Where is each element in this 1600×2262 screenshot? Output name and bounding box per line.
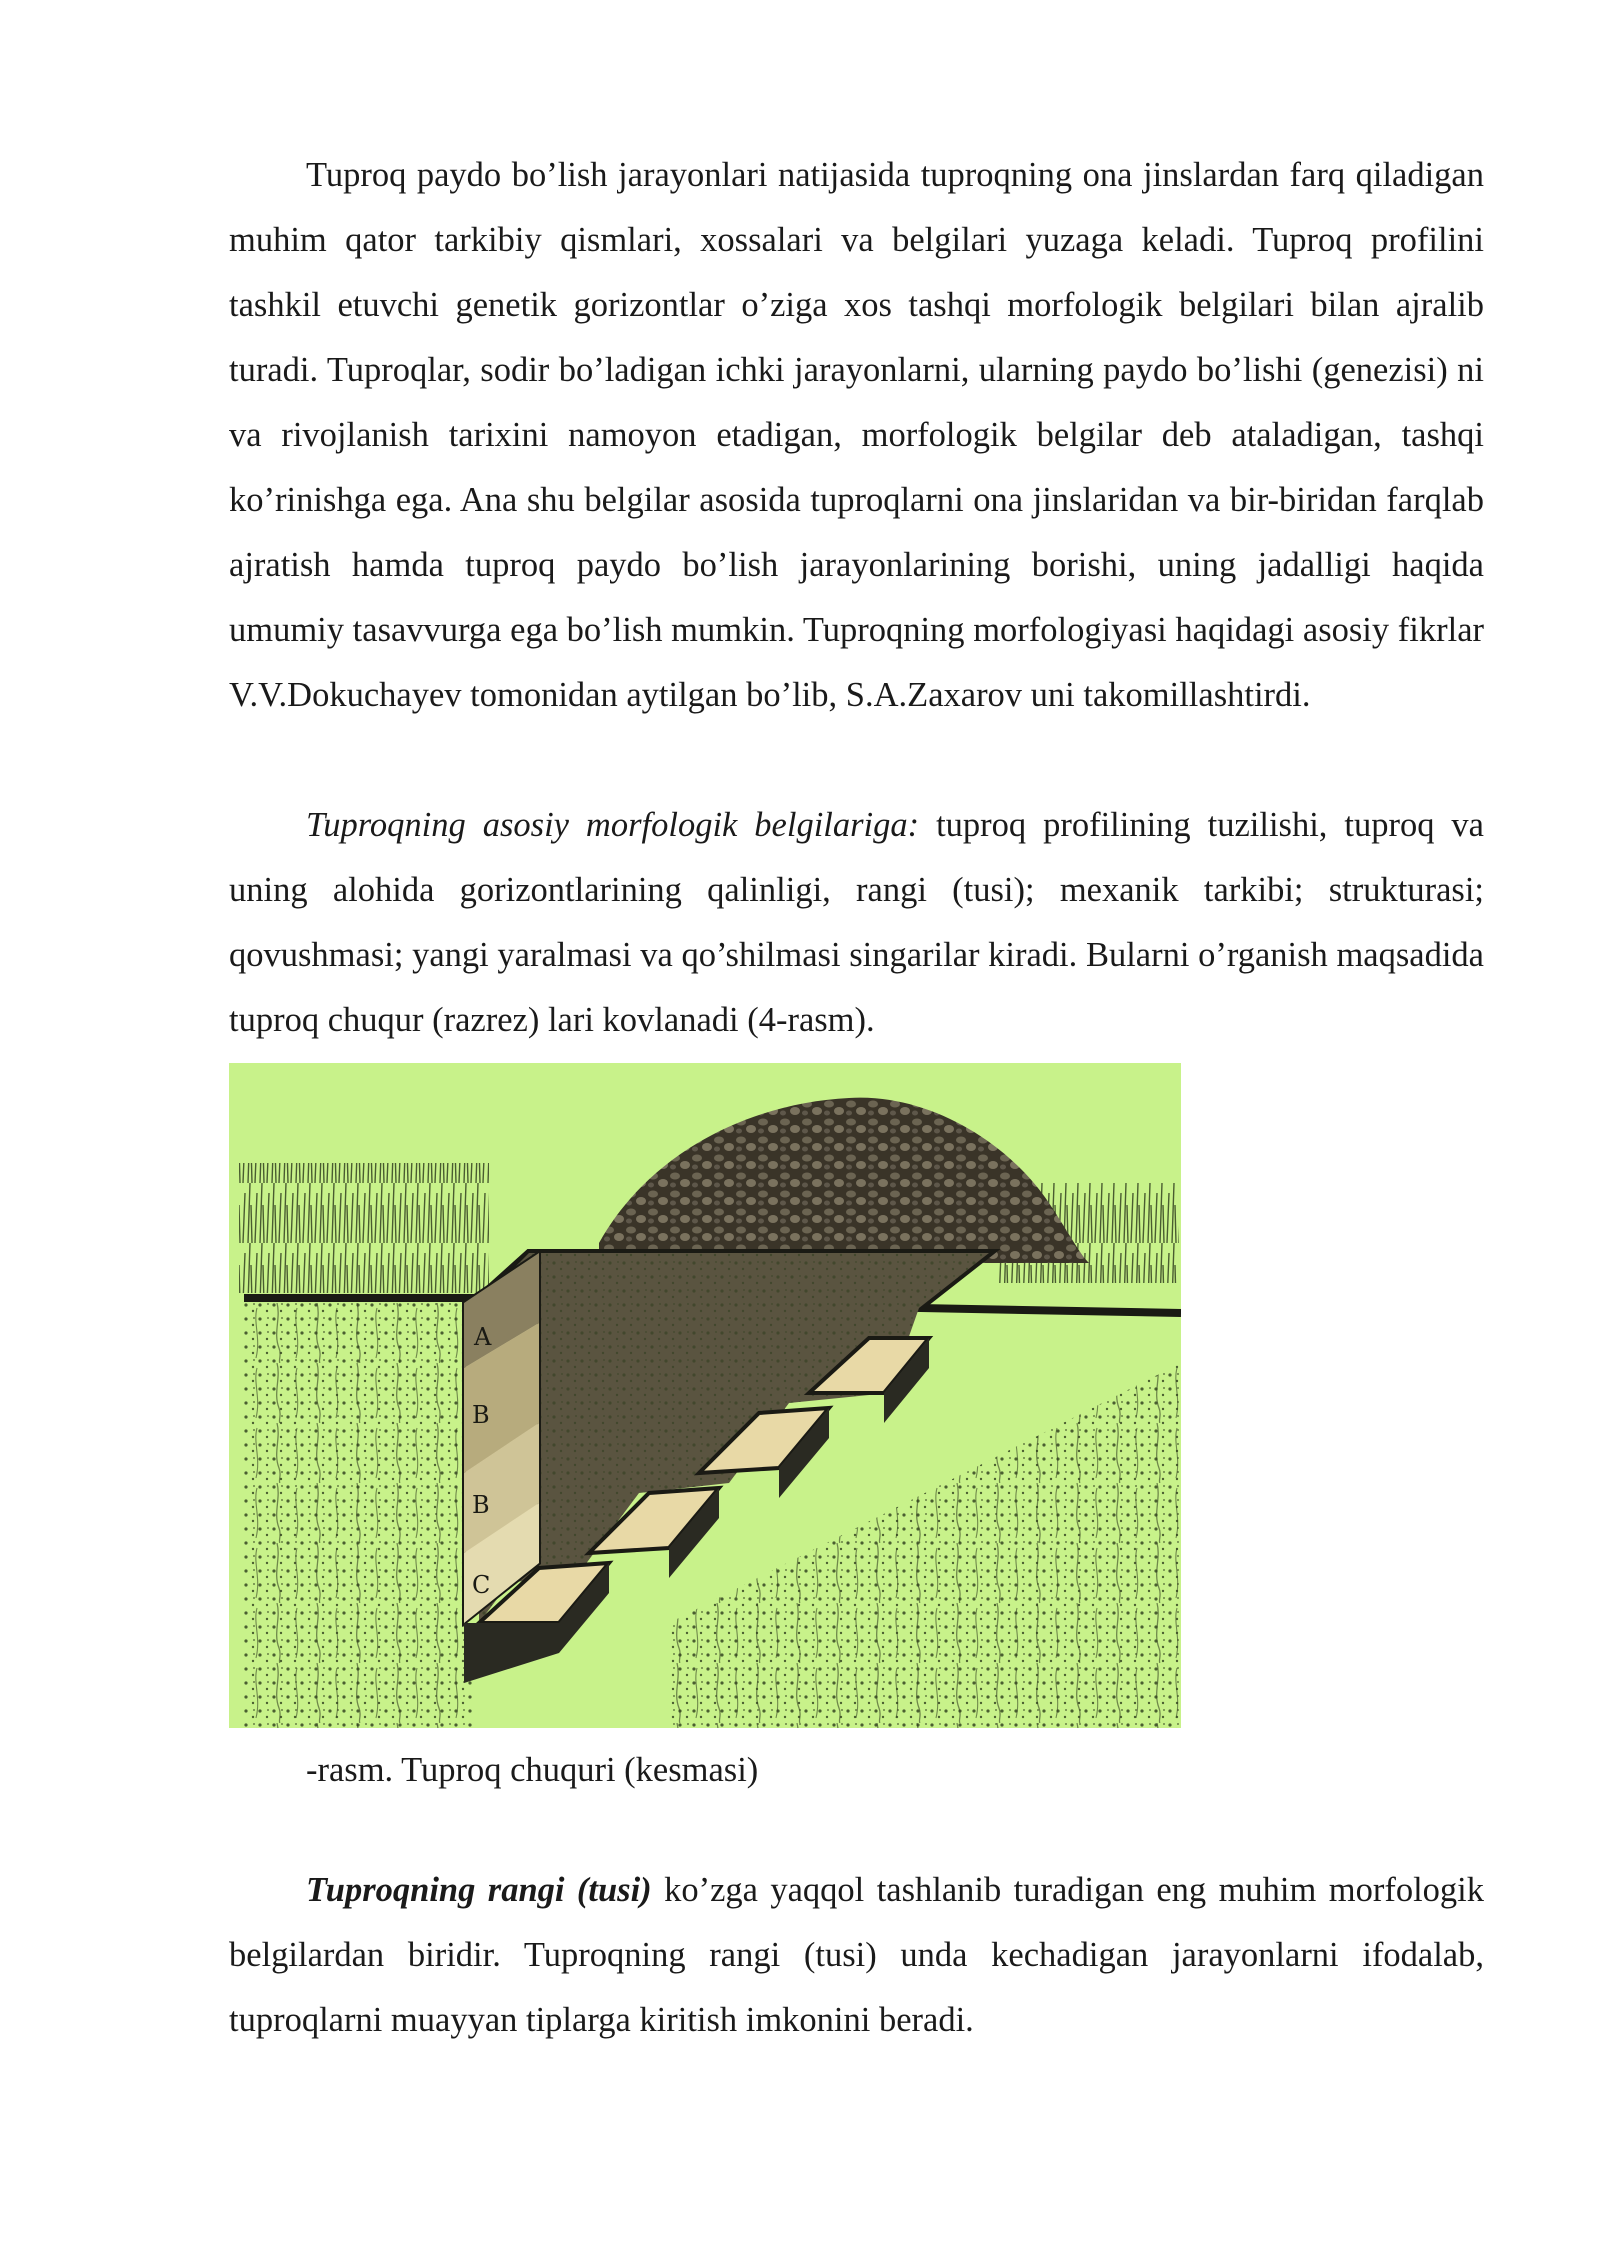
paragraph-intro-text: Tuproq paydo bo’lish jarayonlari natijasida tuproqning ona jinslardan farq qiladigan muhim qator tarkibiy qismlari, xossalari va belgilari yuzaga keladi. Tuproq profilini tashkil etuvchi genetik gorizontlar o’ziga xos tashqi morfologik belgilari bilan ajralib turadi. Tuproqlar, sodir bo’ladigan ichki jarayonlarni, ularning paydo bo’lishi (genezisi) ni va rivojlanish tarixini namoyon etadigan, morfologik belgilar deb ataladigan, tashqi ko’rinishga ega. Ana shu belgilar asosida tuproqlarni ona jinslaridan va bir-biridan farqlab ajratish hamda tuproq paydo bo’lish jarayonlarining borishi, uning jadalligi haqida umumiy tasavvurga ega bo’lish mumkin. Tuproqning morfologiyasi haqidagi asosiy fikrlar V.V.Dokuchayev tomonidan aytilgan bo’lib, S.A.Zaxarov uni takomillashtirdi. bbox=[229, 156, 1484, 714]
paragraph-intro bbox=[229, 143, 1484, 728]
paragraph-lead-bold-italic: Tuproqning rangi (tusi) bbox=[306, 1871, 652, 1909]
horizon-label-b2: B bbox=[472, 1491, 490, 1519]
figure-caption: -rasm. Tuproq chuquri (kesmasi) bbox=[306, 1751, 759, 1789]
horizon-label-b1: B bbox=[472, 1401, 490, 1429]
soil-pit-figure bbox=[229, 1063, 1181, 1728]
paragraph-morphological-text: tuproq profilining tuzilishi, tuproq va uning alohida gorizontlarining qalinligi, rangi (tusi); mexanik tarkibi; strukturasi; qovushmasi; yangi yaralmasi va qo’shilmasi singarilar kiradi. Bularni o’rganish maqsadida tuproq chuqur (razrez) lari kovlanadi (4-rasm). bbox=[229, 806, 1484, 1039]
paragraph-soil-color-text: ko’zga yaqqol tashlanib turadigan eng muhim morfologik belgilardan biridir. Tuproqning rangi (tusi) unda kechadigan jarayonlarni ifodalab, tuproqlarni muayyan tiplarga kiritish imkonini beradi. bbox=[229, 1871, 1485, 2039]
horizon-label-a: A bbox=[474, 1323, 492, 1351]
soil-pit-illustration bbox=[229, 1063, 1181, 1728]
horizon-label-c: C bbox=[472, 1571, 491, 1599]
paragraph-lead-italic: Tuproqning asosiy morfologik belgilariga: bbox=[306, 806, 920, 844]
paragraph-soil-color bbox=[229, 1858, 1484, 2053]
paragraph-morphological-features bbox=[229, 793, 1484, 1053]
